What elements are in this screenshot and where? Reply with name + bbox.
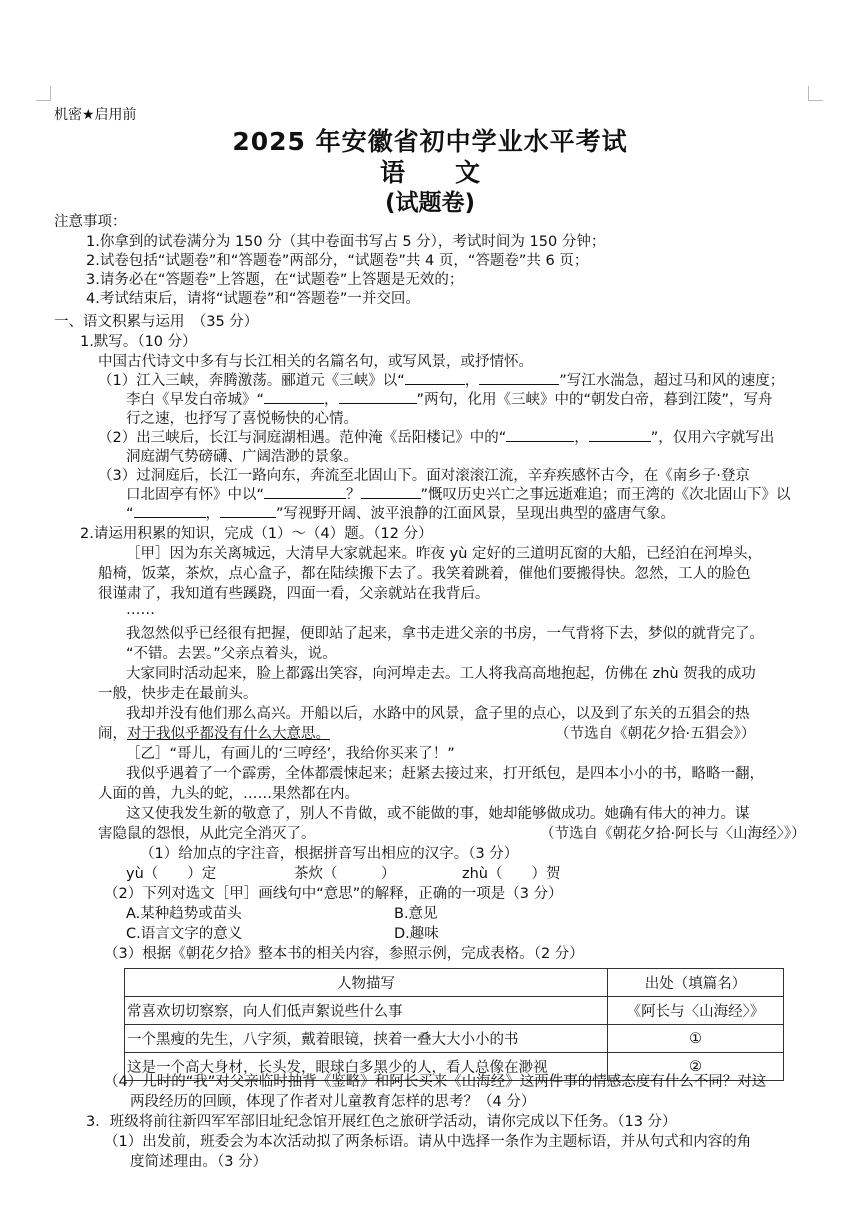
confidential-label: 机密★启用前: [54, 107, 137, 123]
table-header-row: [125, 969, 784, 997]
character-table: [124, 968, 784, 1081]
q1-p2-text: ”，仅用六字就写出: [650, 430, 775, 446]
passage-source: （节选自《朝花夕拾·阿长与〈山海经〉》）: [540, 826, 806, 842]
exam-paper: (试题卷): [384, 190, 476, 216]
q1-p1-text: 李白《早发白帝城》“: [126, 392, 265, 408]
passage-text: 闹，: [98, 726, 127, 742]
q2-sub3: （3）根据《朝花夕拾》整本书的相关内容，参照示例，完成表格。（2 分）: [104, 946, 584, 962]
table-cell-answer[interactable]: ②: [608, 1053, 784, 1081]
q3-title: 3．班级将前往新四军军部旧址纪念馆开展红色之旅研学活动，请你完成以下任务。（13 分）: [86, 1114, 677, 1130]
q1-intro: 中国古代诗文中多有与长江相关的名篇名句，或写风景，或抒情怀。: [98, 354, 533, 370]
passage-jia-line: 一般，快步走在最前头。: [98, 686, 258, 702]
passage-jia-line: 很谨肃了，我知道有些蹊跷，四面一看，父亲就站在我背后。: [98, 586, 490, 602]
q1-p3-line: [126, 483, 791, 504]
answer-blank[interactable]: [589, 427, 651, 442]
crop-mark-top-left: [36, 86, 51, 101]
notice-item: 1.你拿到的试卷满分为 150 分（其中卷面书写占 5 分），考试时间为 150 分钟；: [86, 234, 606, 250]
passage-yi-line: 人面的兽，九头的蛇，……果然都在内。: [98, 786, 359, 802]
table-row: [125, 997, 784, 1025]
q1-p1-text: （1）江入三峡，奔腾激荡。郦道元《三峡》以“: [98, 373, 405, 389]
passage-jia-line: ［甲］因为东关离城远，大清早大家就起来。昨夜 yù 定好的三道明瓦窗的大船，已经泊在河埠头，: [126, 546, 762, 562]
table-cell: 常喜欢切切察察，向人们低声絮说些什么事: [125, 997, 608, 1025]
answer-blank[interactable]: [361, 484, 421, 499]
notice-item: 4.考试结束后，请将“试题卷”和“答题卷”一并交回。: [86, 291, 420, 307]
passage-jia-line: [98, 722, 330, 743]
option-d[interactable]: D.趣味: [394, 926, 439, 942]
q1-p2-line: 洞庭湖气势磅礴、广阔浩渺的景象。: [126, 449, 358, 465]
answer-blank[interactable]: [506, 427, 574, 442]
notice-item: 2.试卷包括“试题卷”和“答题卷”两部分，“试题卷”共 4 页，“答题卷”共 6 页；: [86, 253, 589, 269]
q1-p1-line: [126, 388, 773, 409]
q1-p3-line: [126, 502, 675, 523]
q1-p3-line: （3）过洞庭后，长江一路向东，奔流至北固山下。面对滚滚江流，辛弃疾感怀古今，在《南乡子·登京: [98, 468, 750, 484]
answer-blank[interactable]: [134, 503, 206, 518]
option-b[interactable]: B.意见: [394, 906, 438, 922]
crop-mark-top-right: [808, 86, 823, 101]
table-header: 人物描写: [125, 969, 608, 997]
passage-yi-line: 害隐鼠的怨恨，从此完全消灭了。: [98, 826, 316, 842]
pinyin-item[interactable]: yù（ ）定: [126, 866, 217, 882]
q1-p2-line: [98, 426, 774, 447]
underlined-sentence: 对于我似乎都没有什么大意思。: [127, 726, 330, 742]
answer-blank[interactable]: [264, 484, 346, 499]
comma: ，: [205, 506, 221, 522]
table-cell: 《阿长与〈山海经〉》: [608, 997, 784, 1025]
q2-sub4-line: 两段经历的回顾，体现了作者对儿童教育怎样的思考？（4 分）: [130, 1094, 536, 1110]
table-header: 出处（填篇名）: [608, 969, 784, 997]
table-cell: 这是一个高大身材，长头发，眼球白多黑少的人，看人总像在渺视: [125, 1053, 608, 1081]
q2-sub2: （2）下列对选文［甲］画线句中“意思”的解释，正确的一项是（3 分）: [104, 886, 563, 902]
passage-yi-line: 我似乎遇着了一个霹雳，全体都震悚起来；赶紧去接过来，打开纸包，是四本小小的书，略略一翻，: [126, 766, 764, 782]
q2-sub4-line: （4）儿时的“我”对父亲临时抽背《鉴略》和阿长买来《山海经》这两件事的情感态度有什么不同？对这: [104, 1074, 767, 1090]
q1-p1-line: 行之速，也抒写了喜悦畅快的心情。: [126, 411, 358, 427]
q2-title: 2.请运用积累的知识，完成（1）～（4）题。（12 分）: [80, 526, 433, 542]
passage-jia-line: 我忽然似乎已经很有把握，便即站了起来，拿书走进父亲的书房，一气背将下去，梦似的就背完了。: [126, 626, 764, 642]
q3-sub1-line: 度简述理由。（3 分）: [130, 1154, 268, 1170]
pinyin-item[interactable]: zhù（ ）贺: [462, 866, 561, 882]
question-mark: ？: [346, 487, 361, 503]
q1-title: 1.默写。（10 分）: [80, 334, 197, 350]
quote: “: [126, 506, 134, 522]
notice-heading: 注意事项：: [54, 214, 127, 230]
q1-p2-text: （2）出三峡后，长江与洞庭湖相遇。范仲淹《岳阳楼记》中的“: [98, 430, 507, 446]
answer-blank[interactable]: [339, 389, 417, 404]
passage-yi-line: 这又使我发生新的敬意了，别人不肯做，或不能做的事，她却能够做成功。她确有伟大的神力。谋: [126, 806, 750, 822]
answer-blank[interactable]: [405, 370, 465, 385]
ellipsis: ……: [126, 602, 155, 618]
passage-source: （节选自《朝花夕拾·五猖会》）: [555, 726, 756, 742]
pinyin-item[interactable]: 茶炊（ ）: [294, 866, 396, 882]
answer-blank[interactable]: [220, 503, 276, 518]
q1-p3-text: 口北固亭有怀》中以“: [126, 487, 265, 503]
answer-blank[interactable]: [479, 370, 559, 385]
answer-blank[interactable]: [264, 389, 324, 404]
section-heading: 一、语文积累与运用 （35 分）: [54, 314, 259, 330]
passage-yi-line: ［乙］“哥儿，有画儿的‘三哼经’，我给你买来了！”: [126, 746, 455, 762]
exam-title: 2025 年安徽省初中学业水平考试: [232, 127, 628, 156]
q1-p1-line: [98, 369, 784, 390]
q1-p3-text: ”慨叹历史兴亡之事远逝难追；而王湾的《次北固山下》以: [420, 487, 791, 503]
table-row: [125, 1025, 784, 1053]
passage-jia-line: 大家同时活动起来，脸上都露出笑容，向河埠走去。工人将我高高地抱起，仿佛在 zhù 贺我的成功: [126, 666, 756, 682]
comma: ，: [464, 373, 480, 389]
comma: ，: [324, 392, 339, 408]
q2-sub1: （1）给加点的字注音，根据拼音写出相应的汉字。（3 分）: [140, 846, 519, 862]
passage-jia-line: 船椅，饭菜，茶炊，点心盒子，都在陆续搬下去了。我笑着跳着，催他们要搬得快。忽然，工人的脸色: [98, 566, 751, 582]
passage-jia-line: “不错。去罢。”父亲点着头，说。: [126, 646, 337, 662]
q1-p1-text: ”两句，化用《三峡》中的“朝发白帝，暮到江陵”，写舟: [416, 392, 773, 408]
option-c[interactable]: C.语言文字的意义: [126, 926, 243, 942]
q1-p1-text: ”写江水湍急，超过马和风的速度；: [559, 373, 785, 389]
option-a[interactable]: A.某种趋势或苗头: [126, 906, 242, 922]
exam-subject: 语 文: [379, 158, 480, 187]
comma: ，: [574, 430, 589, 446]
table-cell: 一个黑瘦的先生，八字须，戴着眼镜，挟着一叠大大小小的书: [125, 1025, 608, 1053]
q3-sub1-line: （1）出发前，班委会为本次活动拟了两条标语。请从中选择一条作为主题标语，并从句式和内容的角: [104, 1134, 752, 1150]
notice-item: 3.请务必在“答题卷”上答题，在“试题卷”上答题是无效的；: [86, 272, 464, 288]
q1-p3-text: ”写视野开阔、波平浪静的江面风景，呈现出典型的盛唐气象。: [276, 506, 676, 522]
passage-jia-line: 我却并没有他们那么高兴。开船以后，水路中的风景，盒子里的点心，以及到了东关的五猖会的热: [126, 706, 750, 722]
table-cell-answer[interactable]: ①: [608, 1025, 784, 1053]
